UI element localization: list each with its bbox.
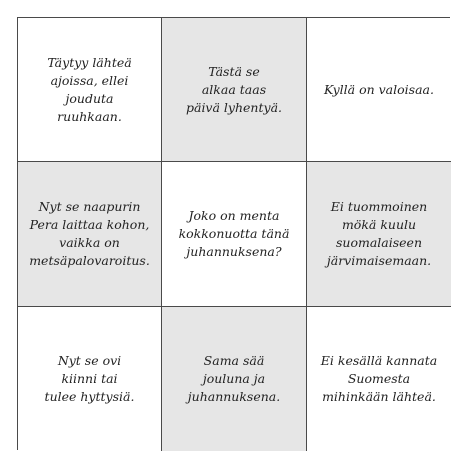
cell-text: Nyt se naapurin Pera laittaa kohon, vaikka on metsäpalovaroitus. <box>29 199 150 268</box>
bingo-cell-1 <box>18 18 162 162</box>
bingo-cell-6 <box>307 162 451 307</box>
cell-text: Joko on menta kokkonuotta tänä juhannuksena? <box>178 208 290 259</box>
bingo-grid <box>17 17 450 450</box>
bingo-cell-8 <box>162 307 307 451</box>
bingo-cell-5 <box>162 162 307 307</box>
cell-text: Tästä se alkaa taas päivä lyhentyä. <box>185 63 282 115</box>
cell-text: Ei kesällä kannata Suomesta mihinkään lähteä. <box>320 353 438 404</box>
cell-text: Nyt se ovi kiinni tai tulee hyttysiä. <box>44 353 135 404</box>
bingo-cell-9 <box>307 307 451 451</box>
cell-text: Sama sää jouluna ja juhannuksena. <box>187 353 281 404</box>
bingo-cell-2 <box>162 18 307 162</box>
bingo-cell-7 <box>18 307 162 451</box>
cell-text: Täytyy lähteä ajoissa, ellei jouduta ruuhkaan. <box>47 54 132 124</box>
cell-text: Ei tuommoinen mökä kuulu suomalaiseen järvimaisemaan. <box>326 199 432 268</box>
bingo-cell-4 <box>18 162 162 307</box>
cell-text: Kyllä on valoisaa. <box>324 81 434 97</box>
bingo-cell-3 <box>307 18 451 162</box>
